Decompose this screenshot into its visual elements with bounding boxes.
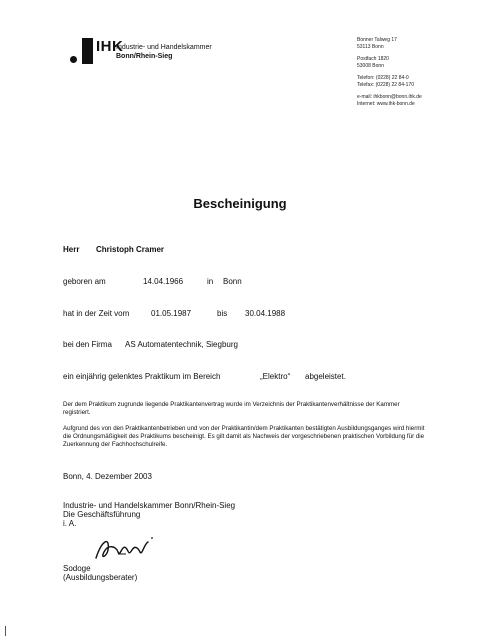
birth-in-label: in [207, 277, 214, 286]
date-line: Bonn, 4. Dezember 2003 [63, 472, 152, 481]
logo-dot-icon [70, 56, 77, 63]
address-block [357, 37, 422, 108]
signature-icon [88, 532, 158, 566]
closing-org: Industrie- und Handelskammer Bonn/Rhein-Sieg [63, 501, 236, 510]
signer-role: (Ausbildungsberater) [63, 573, 138, 582]
practicum-field: „Elektro“ [260, 372, 291, 381]
period-label: hat in der Zeit vom [63, 309, 130, 318]
address-email: e-mail: ihkbonn@bonn.ihk.de [357, 94, 422, 100]
period-bis-label: bis [217, 309, 228, 318]
birth-date: 14.04.1966 [143, 277, 184, 286]
company-name: AS Automatentechnik, Siegburg [125, 340, 238, 349]
closing-dept: Die Geschäftsführung [63, 510, 141, 519]
address-internet: Internet: www.ihk-bonn.de [357, 101, 415, 107]
salutation: Herr [63, 245, 80, 254]
scan-edge-mark [5, 626, 6, 636]
confirmation-paragraph: Aufgrund des von den Praktikantenbetrieben und von der Praktikantin/dem Praktikanten bestätigten Ausbildungsganges wird hiermit die Ordnungsmäßigkeit des Praktikums bescheinigt. Es gilt damit als Nachweis der vorgeschriebenen praktischen Vorbildung für die Zuerkennung der Fachhochschulreife. [63, 425, 425, 448]
address-telefax: Telefax: (0228) 22 84-170 [357, 82, 414, 88]
address-postbox: Postfach 1820 [357, 56, 389, 62]
period-to: 30.04.1988 [245, 309, 286, 318]
closing-ia: i. A. [63, 519, 77, 528]
birth-label: geboren am [63, 277, 106, 286]
birth-place: Bonn [223, 277, 242, 286]
address-street: Bonner Talweg 17 [357, 37, 397, 43]
signer-name: Sodoge [63, 564, 91, 573]
logo-text: IHK [96, 38, 124, 55]
logo-bar-icon [82, 38, 93, 64]
address-telefon: Telefon: (0228) 22 84-0 [357, 75, 409, 81]
registration-paragraph: Der dem Praktikum zugrunde liegende Praktikantenvertrag wurde im Verzeichnis der Praktikantenverhältnisse der Kammer registriert. [63, 401, 400, 416]
period-from: 01.05.1987 [151, 309, 192, 318]
org-name-line2: Bonn/Rhein-Sieg [116, 53, 173, 60]
page-title: Bescheinigung [193, 196, 287, 211]
practicum-suffix: abgeleistet. [305, 372, 346, 381]
address-postbox-city: 53008 Bonn [357, 63, 384, 69]
org-name-line1: Industrie- und Handelskammer [116, 44, 212, 51]
company-label: bei den Firma [63, 340, 112, 349]
address-city: 53113 Bonn [357, 44, 384, 50]
person-name: Christoph Cramer [96, 245, 165, 254]
practicum-text: ein einjährig gelenktes Praktikum im Bereich [63, 372, 221, 381]
